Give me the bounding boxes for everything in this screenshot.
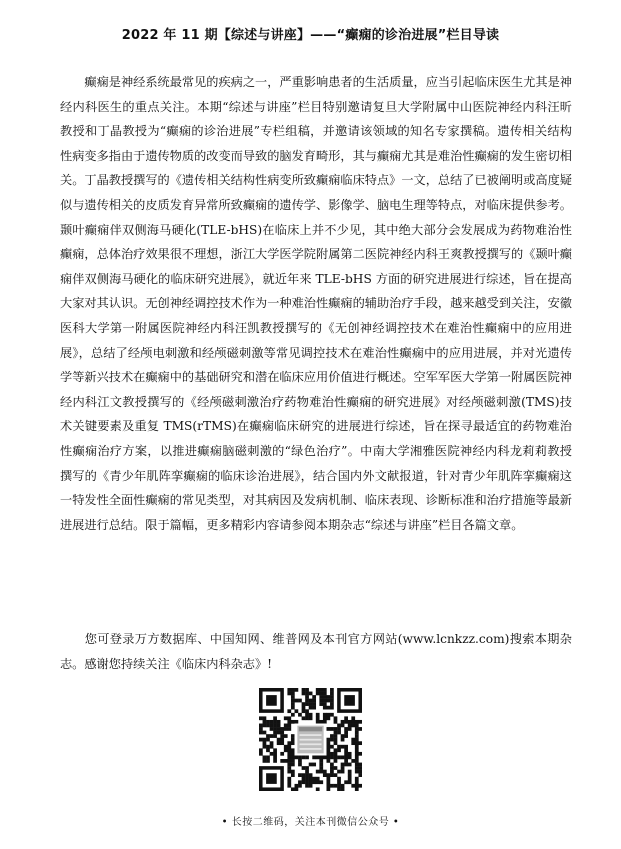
intro-paragraph: 癫痫是神经系统最常见的疾病之一，严重影响患者的生活质量，应当引起临床医生尤其是神经内科医生的重点关注。本期“综述与讲座”栏目特别邀请复旦大学附属中山医院神经内科汪昕教授和丁晶教授为“癫痫的诊治进展”专栏组稿，并邀请该领域的知名专家撰稿。遗传相关结构性病变多指由于遗传物质的改变而导致的脑发育畸形，其与癫痫尤其是难治性癫痫的发生密切相关。丁晶教授撰写的《遗传相关结构性病变所致癫痫临床特点》一文，总结了已被阐明或高度疑似与遗传相关的皮质发育异常所致癫痫的遗传学、影像学、脑电生理等特点，对临床提供参考。颞叶癫痫伴双侧海马硬化(TLE-bHS)在临床上并不少见，其中绝大部分会发展成为药物难治性癫痫，总体治疗效果很不理想，浙江大学医学院附属第二医院神经内科王爽教授撰写的《颞叶癫痫伴双侧海马硬化的临床研究进展》，就近年来 TLE-bHS 方面的研究进展进行综述，旨在提高大家对其认识。无创神经调控技术作为一种难治性癫痫的辅助治疗手段，越来越受到关注，安徽医科大学第一附属医院神经内科汪凯教授撰写的《无创神经调控技术在难治性癫痫中的应用进展》，总结了经颅电刺激和经颅磁刺激等常见调控技术在难治性癫痫中的应用进展，并对光遗传学等新兴技术在癫痫中的基础研究和潜在临床应用价值进行概述。空军军医大学第一附属医院神经内科江文教授撰写的《经颅磁刺激治疗药物难治性癫痫的研究进展》对经颅磁刺激(TMS)技术关键要素及重复 TMS(rTMS)在癫痫临床研究的进展进行综述，旨在探寻最适宜的药物难治性癫痫治疗方案，以推进癫痫脑磁刺激的“绿色治疗”。中南大学湘雅医院神经内科龙莉莉教授撰写的《青少年肌阵挛癫痫的临床诊治进展》，结合国内外文献报道，针对青少年肌阵挛癫痫这一特发性全面性癫痫的常见类型，对其病因及发病机制、临床表现、诊断标准和治疗措施等最新进展进行总结。限于篇幅，更多精彩内容请参阅本期杂志“综述与讲座”栏目各篇文章。	[60, 75, 572, 532]
closing-paragraph	[60, 627, 572, 676]
qr-code-image	[259, 688, 362, 791]
page-title: 2022 年 11 期【综述与讲座】——“癫痫的诊治进展”栏目导读	[121, 28, 500, 43]
qr-caption: • 长按二维码，关注本刊微信公众号 •	[221, 817, 400, 828]
closing-paragraph-text: 您可登录万方数据库、中国知网、维普网及本刊官方网站(www.lcnkzz.com)搜索本期杂志。感谢您持续关注《临床内科杂志》!	[60, 632, 572, 671]
wechat-qr-code[interactable]	[259, 688, 362, 791]
